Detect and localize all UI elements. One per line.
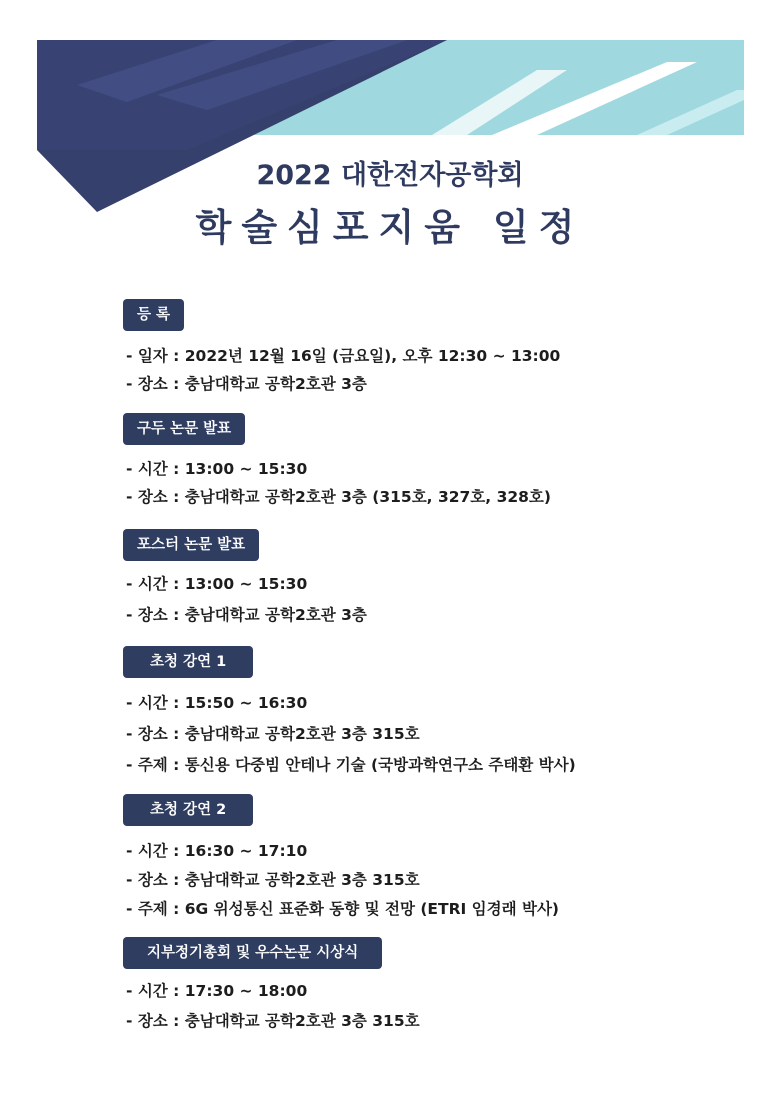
section-label: 구두 논문 발표 <box>123 413 245 445</box>
detail-line: - 시간 : 13:00 ~ 15:30 <box>126 575 308 593</box>
detail-line: - 시간 : 13:00 ~ 15:30 <box>126 460 308 478</box>
section-label: 지부정기총회 및 우수논문 시상식 <box>123 937 382 969</box>
section-label: 포스터 논문 발표 <box>123 529 259 561</box>
detail-line: - 장소 : 충남대학교 공학2호관 3층 <box>126 375 367 393</box>
detail-line: - 주제 : 6G 위성통신 표준화 동향 및 전망 (ETRI 임경래 박사) <box>126 900 560 918</box>
detail-line: - 장소 : 충남대학교 공학2호관 3층 315호 <box>126 1012 420 1030</box>
section-label: 초청 강연 1 <box>123 646 253 678</box>
detail-line: - 장소 : 충남대학교 공학2호관 3층 (315호, 327호, 328호) <box>126 488 551 506</box>
detail-line: - 시간 : 16:30 ~ 17:10 <box>126 842 308 860</box>
detail-line: - 시간 : 17:30 ~ 18:00 <box>126 982 308 1000</box>
detail-line: - 장소 : 충남대학교 공학2호관 3층 315호 <box>126 871 420 889</box>
detail-line: - 주제 : 통신용 다중빔 안테나 기술 (국방과학연구소 주태환 박사) <box>126 756 576 774</box>
section-label: 초청 강연 2 <box>123 794 253 826</box>
page-title-line1: 2022 대한전자공학회 <box>256 160 524 191</box>
detail-line: - 일자 : 2022년 12월 16일 (금요일), 오후 12:30 ~ 13:00 <box>126 347 561 365</box>
detail-line: - 장소 : 충남대학교 공학2호관 3층 <box>126 606 367 624</box>
page-title-line2: 학술심포지움 일정 <box>195 206 585 249</box>
section-label: 등 록 <box>123 299 184 331</box>
detail-line: - 장소 : 충남대학교 공학2호관 3층 315호 <box>126 725 420 743</box>
detail-line: - 시간 : 15:50 ~ 16:30 <box>126 694 308 712</box>
